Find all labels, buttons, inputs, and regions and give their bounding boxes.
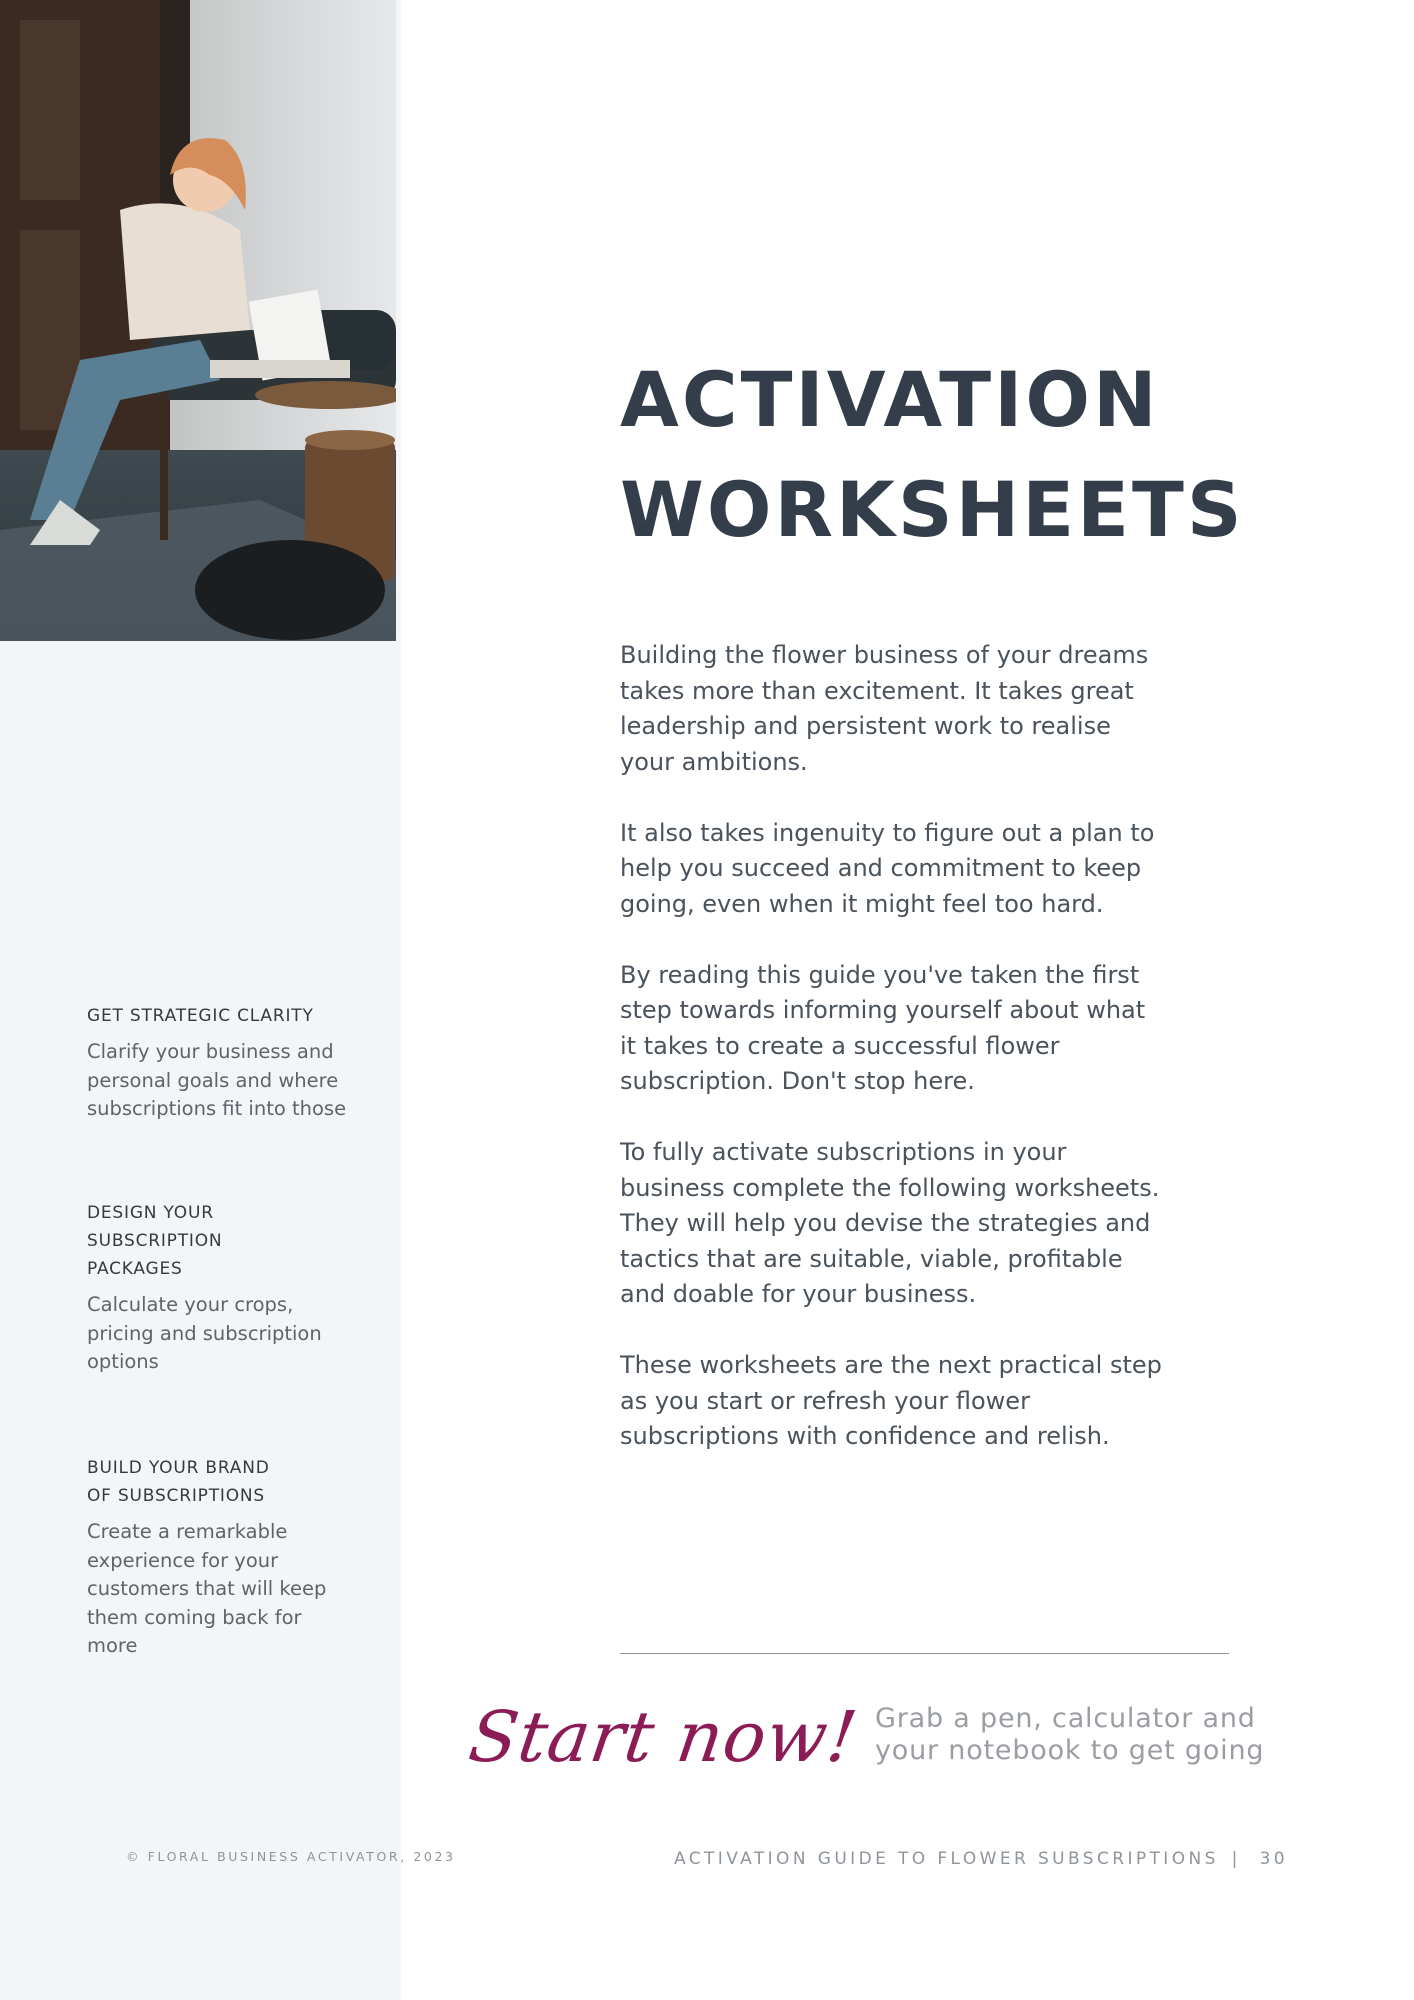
side-block-subscription-packages xyxy=(87,1199,357,1377)
body-paragraph: By reading this guide you've taken the first step towards informing yourself about what it takes to create a successful flower subscription. Don't stop here. xyxy=(620,960,1146,1095)
footer-copyright: © FLORAL BUSINESS ACTIVATOR, 2023 xyxy=(126,1849,456,1864)
side-block-title: BUILD YOUR BRAND OF SUBSCRIPTIONS xyxy=(87,1458,270,1506)
side-block-text: Calculate your crops, pricing and subscription options xyxy=(87,1293,322,1373)
body-paragraph: These worksheets are the next practical step as you start or refresh your flower subscriptions with confidence and relish. xyxy=(620,1351,1162,1450)
divider xyxy=(620,1653,1229,1654)
page-title-line: WORKSHEETS xyxy=(620,465,1245,554)
side-block-title: GET STRATEGIC CLARITY xyxy=(87,1006,314,1026)
start-now-callout xyxy=(464,1690,863,1790)
page-title-line: ACTIVATION xyxy=(620,355,1160,444)
side-block-text: Clarify your business and personal goals and where subscriptions fit into those xyxy=(87,1040,347,1120)
header-photo xyxy=(0,0,396,641)
sidebar xyxy=(0,0,401,2000)
footer-guide-title: ACTIVATION GUIDE TO FLOWER SUBSCRIPTIONS xyxy=(674,1849,1219,1869)
footer-separator: | xyxy=(1231,1849,1241,1869)
body-paragraph: Building the flower business of your dreams takes more than excitement. It takes great leadership and persistent work to realise your ambitions. xyxy=(620,641,1149,776)
body-paragraph: It also takes ingenuity to figure out a plan to help you succeed and commitment to keep going, even when it might feel too hard. xyxy=(620,818,1155,918)
body-paragraph: To fully activate subscriptions in your business complete the following worksheets. They will help you devise the strategies and tactics that are suitable, viable, profitable and doable for your business. xyxy=(620,1138,1160,1308)
photo-illustration xyxy=(0,0,396,641)
side-block-strategic-clarity xyxy=(87,1002,357,1124)
body-text xyxy=(620,638,1220,1490)
side-block-brand xyxy=(87,1454,357,1661)
footer-guide-info xyxy=(674,1849,1288,1869)
page-title xyxy=(620,345,1245,565)
side-block-text: Create a remarkable experience for your customers that will keep them coming back for more xyxy=(87,1520,327,1657)
start-now-label: Start now! xyxy=(464,1696,863,1778)
side-block-title: DESIGN YOUR SUBSCRIPTION PACKAGES xyxy=(87,1203,223,1279)
page-number: 30 xyxy=(1259,1849,1288,1869)
start-now-subtext: Grab a pen, calculator and your notebook to get going xyxy=(875,1703,1265,1766)
